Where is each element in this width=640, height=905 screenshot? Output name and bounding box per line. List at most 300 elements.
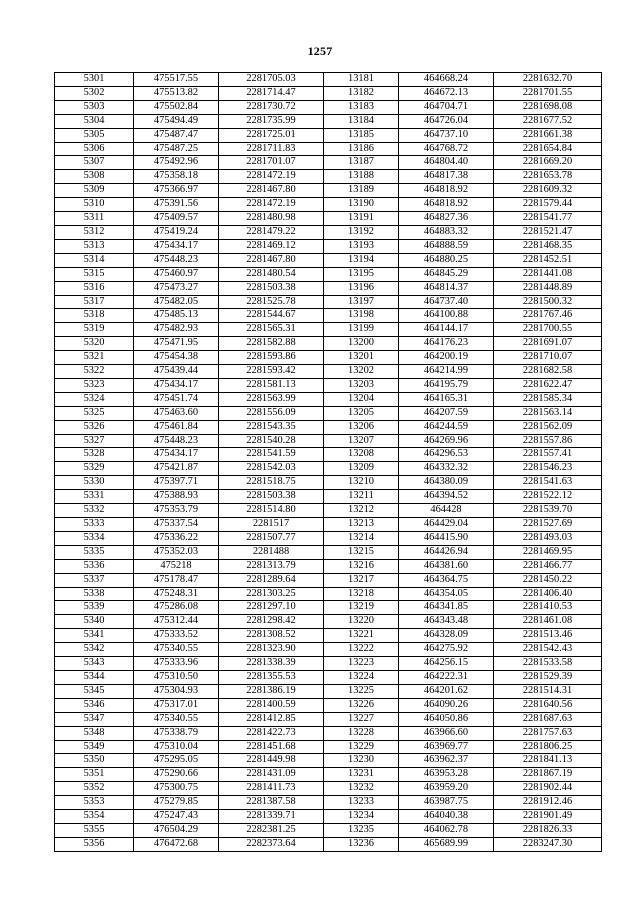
y-left-cell: 2281543.35 (219, 420, 324, 434)
y-left-cell: 2281711.83 (219, 142, 324, 156)
point-id-right-cell: 13208 (324, 448, 399, 462)
x-right-cell: 464214.99 (399, 365, 494, 379)
y-left-cell: 2281298.42 (219, 615, 324, 629)
point-id-right-cell: 13215 (324, 545, 399, 559)
point-id-left-cell: 5356 (55, 837, 134, 851)
point-id-right-cell: 13210 (324, 476, 399, 490)
point-id-right-cell: 13181 (324, 73, 399, 87)
point-id-right-cell: 13182 (324, 86, 399, 100)
x-left-cell: 475419.24 (134, 225, 219, 239)
y-right-cell: 2281529.39 (494, 670, 602, 684)
x-right-cell: 464428 (399, 504, 494, 518)
table-row (55, 587, 602, 601)
x-left-cell: 475471.95 (134, 337, 219, 351)
x-right-cell: 464883.32 (399, 225, 494, 239)
x-left-cell: 475482.93 (134, 323, 219, 337)
point-id-left-cell: 5353 (55, 796, 134, 810)
x-left-cell: 475461.84 (134, 420, 219, 434)
y-right-cell: 2281563.14 (494, 406, 602, 420)
table-row (55, 337, 602, 351)
point-id-left-cell: 5354 (55, 810, 134, 824)
y-right-cell: 2281698.08 (494, 100, 602, 114)
y-left-cell: 2281730.72 (219, 100, 324, 114)
table-row (55, 267, 602, 281)
x-left-cell: 475304.93 (134, 684, 219, 698)
point-id-left-cell: 5326 (55, 420, 134, 434)
point-id-right-cell: 13202 (324, 365, 399, 379)
y-left-cell: 2281514.80 (219, 504, 324, 518)
x-right-cell: 464050.86 (399, 712, 494, 726)
point-id-left-cell: 5334 (55, 531, 134, 545)
point-id-left-cell: 5319 (55, 323, 134, 337)
x-left-cell: 475421.87 (134, 462, 219, 476)
point-id-left-cell: 5347 (55, 712, 134, 726)
y-left-cell: 2281488 (219, 545, 324, 559)
x-left-cell: 475336.22 (134, 531, 219, 545)
table-row (55, 504, 602, 518)
y-left-cell: 2281705.03 (219, 73, 324, 87)
y-right-cell: 2281902.44 (494, 782, 602, 796)
y-left-cell: 2281503.38 (219, 281, 324, 295)
x-left-cell: 475487.47 (134, 128, 219, 142)
y-left-cell: 2281472.19 (219, 198, 324, 212)
y-right-cell: 2281826.33 (494, 823, 602, 837)
table-row (55, 434, 602, 448)
y-left-cell: 2281565.31 (219, 323, 324, 337)
x-right-cell: 464100.88 (399, 309, 494, 323)
point-id-right-cell: 13220 (324, 615, 399, 629)
y-left-cell: 2281542.03 (219, 462, 324, 476)
table-row (55, 615, 602, 629)
table-row (55, 114, 602, 128)
x-left-cell: 475482.05 (134, 295, 219, 309)
y-right-cell: 2281441.08 (494, 267, 602, 281)
y-right-cell: 2281527.69 (494, 518, 602, 532)
x-left-cell: 475448.23 (134, 434, 219, 448)
x-left-cell: 475439.44 (134, 365, 219, 379)
point-id-right-cell: 13185 (324, 128, 399, 142)
x-left-cell: 476504.29 (134, 823, 219, 837)
y-right-cell: 2281533.58 (494, 657, 602, 671)
y-right-cell: 2281514.31 (494, 684, 602, 698)
x-left-cell: 475434.17 (134, 448, 219, 462)
y-left-cell: 2281540.28 (219, 434, 324, 448)
point-id-right-cell: 13231 (324, 768, 399, 782)
point-id-left-cell: 5336 (55, 559, 134, 573)
table-row (55, 490, 602, 504)
x-right-cell: 463969.77 (399, 740, 494, 754)
table-row (55, 351, 602, 365)
y-right-cell: 2281450.22 (494, 573, 602, 587)
y-right-cell: 2281579.44 (494, 198, 602, 212)
x-left-cell: 475409.57 (134, 212, 219, 226)
x-right-cell: 464341.85 (399, 601, 494, 615)
y-left-cell: 2281339.71 (219, 810, 324, 824)
point-id-right-cell: 13221 (324, 629, 399, 643)
x-right-cell: 464737.40 (399, 295, 494, 309)
x-left-cell: 475448.23 (134, 253, 219, 267)
point-id-right-cell: 13189 (324, 184, 399, 198)
y-right-cell: 2283247.30 (494, 837, 602, 851)
point-id-left-cell: 5308 (55, 170, 134, 184)
point-id-left-cell: 5327 (55, 434, 134, 448)
point-id-left-cell: 5333 (55, 518, 134, 532)
point-id-right-cell: 13233 (324, 796, 399, 810)
y-right-cell: 2281562.09 (494, 420, 602, 434)
y-left-cell: 2281714.47 (219, 86, 324, 100)
table-row (55, 823, 602, 837)
point-id-left-cell: 5342 (55, 643, 134, 657)
x-left-cell: 475391.56 (134, 198, 219, 212)
y-left-cell: 2281480.54 (219, 267, 324, 281)
point-id-left-cell: 5331 (55, 490, 134, 504)
x-right-cell: 464332.32 (399, 462, 494, 476)
y-right-cell: 2281806.25 (494, 740, 602, 754)
y-right-cell: 2281500.32 (494, 295, 602, 309)
x-left-cell: 475454.38 (134, 351, 219, 365)
x-left-cell: 475340.55 (134, 643, 219, 657)
y-left-cell: 2281701.07 (219, 156, 324, 170)
point-id-right-cell: 13184 (324, 114, 399, 128)
point-id-right-cell: 13205 (324, 406, 399, 420)
point-id-right-cell: 13226 (324, 698, 399, 712)
x-right-cell: 464880.25 (399, 253, 494, 267)
x-right-cell: 463953.28 (399, 768, 494, 782)
y-left-cell: 2281411.73 (219, 782, 324, 796)
point-id-left-cell: 5337 (55, 573, 134, 587)
table-row (55, 601, 602, 615)
x-right-cell: 464275.92 (399, 643, 494, 657)
y-right-cell: 2281541.77 (494, 212, 602, 226)
x-left-cell: 475295.05 (134, 754, 219, 768)
x-right-cell: 464394.52 (399, 490, 494, 504)
point-id-left-cell: 5310 (55, 198, 134, 212)
point-id-left-cell: 5329 (55, 462, 134, 476)
table-row (55, 518, 602, 532)
x-left-cell: 475290.66 (134, 768, 219, 782)
x-left-cell: 475492.96 (134, 156, 219, 170)
x-right-cell: 464354.05 (399, 587, 494, 601)
table-row (55, 378, 602, 392)
x-left-cell: 475353.79 (134, 504, 219, 518)
point-id-right-cell: 13212 (324, 504, 399, 518)
y-right-cell: 2281542.43 (494, 643, 602, 657)
table-row (55, 73, 602, 87)
x-left-cell: 475358.18 (134, 170, 219, 184)
x-left-cell: 476472.68 (134, 837, 219, 851)
table-row (55, 810, 602, 824)
point-id-right-cell: 13194 (324, 253, 399, 267)
point-id-right-cell: 13192 (324, 225, 399, 239)
y-left-cell: 2281400.59 (219, 698, 324, 712)
x-right-cell: 464737.10 (399, 128, 494, 142)
table-row (55, 796, 602, 810)
x-right-cell: 464380.09 (399, 476, 494, 490)
x-right-cell: 464195.79 (399, 378, 494, 392)
x-left-cell: 475333.96 (134, 657, 219, 671)
table-row (55, 726, 602, 740)
y-right-cell: 2281557.41 (494, 448, 602, 462)
point-id-right-cell: 13228 (324, 726, 399, 740)
point-id-left-cell: 5346 (55, 698, 134, 712)
point-id-left-cell: 5316 (55, 281, 134, 295)
table-row (55, 448, 602, 462)
point-id-right-cell: 13188 (324, 170, 399, 184)
x-left-cell: 475300.75 (134, 782, 219, 796)
table-row (55, 657, 602, 671)
point-id-right-cell: 13222 (324, 643, 399, 657)
point-id-right-cell: 13198 (324, 309, 399, 323)
x-left-cell: 475460.97 (134, 267, 219, 281)
table-row (55, 392, 602, 406)
x-right-cell: 464845.29 (399, 267, 494, 281)
x-right-cell: 464244.59 (399, 420, 494, 434)
point-id-right-cell: 13232 (324, 782, 399, 796)
x-left-cell: 475487.25 (134, 142, 219, 156)
point-id-left-cell: 5317 (55, 295, 134, 309)
y-right-cell: 2281469.95 (494, 545, 602, 559)
x-right-cell: 464222.31 (399, 670, 494, 684)
point-id-right-cell: 13190 (324, 198, 399, 212)
x-left-cell: 475485.13 (134, 309, 219, 323)
point-id-right-cell: 13236 (324, 837, 399, 851)
table-row (55, 754, 602, 768)
point-id-left-cell: 5328 (55, 448, 134, 462)
y-right-cell: 2281466.77 (494, 559, 602, 573)
table-row (55, 295, 602, 309)
y-right-cell: 2281682.58 (494, 365, 602, 379)
x-right-cell: 464256.15 (399, 657, 494, 671)
point-id-left-cell: 5322 (55, 365, 134, 379)
point-id-left-cell: 5312 (55, 225, 134, 239)
y-left-cell: 2281467.80 (219, 184, 324, 198)
x-right-cell: 464814.37 (399, 281, 494, 295)
y-left-cell: 2281431.09 (219, 768, 324, 782)
x-right-cell: 464726.04 (399, 114, 494, 128)
table-row (55, 684, 602, 698)
y-left-cell: 2281355.53 (219, 670, 324, 684)
y-right-cell: 2281539.70 (494, 504, 602, 518)
y-left-cell: 2281467.80 (219, 253, 324, 267)
x-left-cell: 475279.85 (134, 796, 219, 810)
point-id-right-cell: 13204 (324, 392, 399, 406)
point-id-left-cell: 5324 (55, 392, 134, 406)
point-id-right-cell: 13211 (324, 490, 399, 504)
point-id-right-cell: 13225 (324, 684, 399, 698)
y-left-cell: 2281313.79 (219, 559, 324, 573)
y-left-cell: 2281386.19 (219, 684, 324, 698)
y-right-cell: 2281687.63 (494, 712, 602, 726)
table-row (55, 156, 602, 170)
y-right-cell: 2281541.63 (494, 476, 602, 490)
table-row (55, 559, 602, 573)
x-left-cell: 475333.52 (134, 629, 219, 643)
table-row (55, 225, 602, 239)
point-id-right-cell: 13186 (324, 142, 399, 156)
x-left-cell: 475434.17 (134, 239, 219, 253)
table-row (55, 365, 602, 379)
y-left-cell: 2282373.64 (219, 837, 324, 851)
y-left-cell: 2281507.77 (219, 531, 324, 545)
y-right-cell: 2281622.47 (494, 378, 602, 392)
y-right-cell: 2281452.51 (494, 253, 602, 267)
point-id-right-cell: 13203 (324, 378, 399, 392)
y-left-cell: 2281541.59 (219, 448, 324, 462)
y-left-cell: 2281725.01 (219, 128, 324, 142)
y-left-cell: 2281517 (219, 518, 324, 532)
point-id-left-cell: 5352 (55, 782, 134, 796)
table-row (55, 212, 602, 226)
y-left-cell: 2281582.88 (219, 337, 324, 351)
y-right-cell: 2281669.20 (494, 156, 602, 170)
table-row (55, 281, 602, 295)
y-left-cell: 2281581.13 (219, 378, 324, 392)
x-right-cell: 464381.60 (399, 559, 494, 573)
point-id-left-cell: 5344 (55, 670, 134, 684)
x-right-cell: 464207.59 (399, 406, 494, 420)
y-right-cell: 2281585.34 (494, 392, 602, 406)
point-id-right-cell: 13183 (324, 100, 399, 114)
table-row (55, 170, 602, 184)
y-right-cell: 2281841.13 (494, 754, 602, 768)
y-right-cell: 2281410.53 (494, 601, 602, 615)
y-right-cell: 2281632.70 (494, 73, 602, 87)
table-row (55, 740, 602, 754)
x-right-cell: 464827.36 (399, 212, 494, 226)
coordinates-table (54, 72, 602, 852)
point-id-left-cell: 5340 (55, 615, 134, 629)
x-right-cell: 464668.24 (399, 73, 494, 87)
table-row (55, 239, 602, 253)
x-left-cell: 475286.08 (134, 601, 219, 615)
x-right-cell: 464328.09 (399, 629, 494, 643)
y-right-cell: 2281557.86 (494, 434, 602, 448)
point-id-right-cell: 13187 (324, 156, 399, 170)
point-id-left-cell: 5349 (55, 740, 134, 754)
y-left-cell: 2281338.39 (219, 657, 324, 671)
x-left-cell: 475352.03 (134, 545, 219, 559)
y-left-cell: 2281480.98 (219, 212, 324, 226)
point-id-right-cell: 13213 (324, 518, 399, 532)
x-right-cell: 464888.59 (399, 239, 494, 253)
x-right-cell: 464426.94 (399, 545, 494, 559)
y-left-cell: 2282381.25 (219, 823, 324, 837)
y-left-cell: 2281563.99 (219, 392, 324, 406)
y-right-cell: 2281468.35 (494, 239, 602, 253)
point-id-right-cell: 13230 (324, 754, 399, 768)
point-id-right-cell: 13219 (324, 601, 399, 615)
point-id-right-cell: 13207 (324, 434, 399, 448)
point-id-right-cell: 13200 (324, 337, 399, 351)
y-right-cell: 2281767.46 (494, 309, 602, 323)
x-right-cell: 464672.13 (399, 86, 494, 100)
point-id-left-cell: 5314 (55, 253, 134, 267)
point-id-left-cell: 5339 (55, 601, 134, 615)
point-id-left-cell: 5355 (55, 823, 134, 837)
table-row (55, 86, 602, 100)
point-id-right-cell: 13209 (324, 462, 399, 476)
y-left-cell: 2281544.67 (219, 309, 324, 323)
y-left-cell: 2281469.12 (219, 239, 324, 253)
point-id-left-cell: 5338 (55, 587, 134, 601)
y-left-cell: 2281525.78 (219, 295, 324, 309)
x-right-cell: 464364.75 (399, 573, 494, 587)
y-left-cell: 2281387.58 (219, 796, 324, 810)
table-row (55, 837, 602, 851)
x-left-cell: 475218 (134, 559, 219, 573)
point-id-right-cell: 13201 (324, 351, 399, 365)
x-right-cell: 464804.40 (399, 156, 494, 170)
y-right-cell: 2281654.84 (494, 142, 602, 156)
y-right-cell: 2281757.63 (494, 726, 602, 740)
x-right-cell: 463962.37 (399, 754, 494, 768)
y-right-cell: 2281653.78 (494, 170, 602, 184)
point-id-right-cell: 13235 (324, 823, 399, 837)
x-left-cell: 475366.97 (134, 184, 219, 198)
x-left-cell: 475513.82 (134, 86, 219, 100)
y-left-cell: 2281323.90 (219, 643, 324, 657)
x-left-cell: 475310.50 (134, 670, 219, 684)
y-left-cell: 2281449.98 (219, 754, 324, 768)
y-right-cell: 2281701.55 (494, 86, 602, 100)
table-row (55, 670, 602, 684)
point-id-right-cell: 13197 (324, 295, 399, 309)
y-right-cell: 2281513.46 (494, 629, 602, 643)
point-id-left-cell: 5318 (55, 309, 134, 323)
table-row (55, 253, 602, 267)
x-right-cell: 464343.48 (399, 615, 494, 629)
y-right-cell: 2281677.52 (494, 114, 602, 128)
x-right-cell: 464269.96 (399, 434, 494, 448)
y-right-cell: 2281710.07 (494, 351, 602, 365)
x-right-cell: 464415.90 (399, 531, 494, 545)
y-left-cell: 2281518.75 (219, 476, 324, 490)
x-left-cell: 475451.74 (134, 392, 219, 406)
table-row (55, 462, 602, 476)
point-id-left-cell: 5309 (55, 184, 134, 198)
point-id-right-cell: 13229 (324, 740, 399, 754)
y-left-cell: 2281451.68 (219, 740, 324, 754)
x-right-cell: 463966.60 (399, 726, 494, 740)
y-right-cell: 2281461.08 (494, 615, 602, 629)
x-left-cell: 475317.01 (134, 698, 219, 712)
x-right-cell: 464090.26 (399, 698, 494, 712)
point-id-left-cell: 5335 (55, 545, 134, 559)
point-id-right-cell: 13223 (324, 657, 399, 671)
x-right-cell: 464062.78 (399, 823, 494, 837)
y-left-cell: 2281472.19 (219, 170, 324, 184)
x-right-cell: 464429.04 (399, 518, 494, 532)
x-left-cell: 475340.55 (134, 712, 219, 726)
y-left-cell: 2281297.10 (219, 601, 324, 615)
x-right-cell: 464296.53 (399, 448, 494, 462)
x-left-cell: 475247.43 (134, 810, 219, 824)
point-id-left-cell: 5315 (55, 267, 134, 281)
table-row (55, 198, 602, 212)
point-id-right-cell: 13217 (324, 573, 399, 587)
point-id-right-cell: 13218 (324, 587, 399, 601)
x-right-cell: 464040.38 (399, 810, 494, 824)
table-row (55, 420, 602, 434)
x-left-cell: 475178.47 (134, 573, 219, 587)
x-left-cell: 475310.04 (134, 740, 219, 754)
x-left-cell: 475248.31 (134, 587, 219, 601)
x-right-cell: 464768.72 (399, 142, 494, 156)
table-row (55, 309, 602, 323)
coordinates-table-body (55, 73, 602, 852)
point-id-left-cell: 5307 (55, 156, 134, 170)
y-right-cell: 2281661.38 (494, 128, 602, 142)
